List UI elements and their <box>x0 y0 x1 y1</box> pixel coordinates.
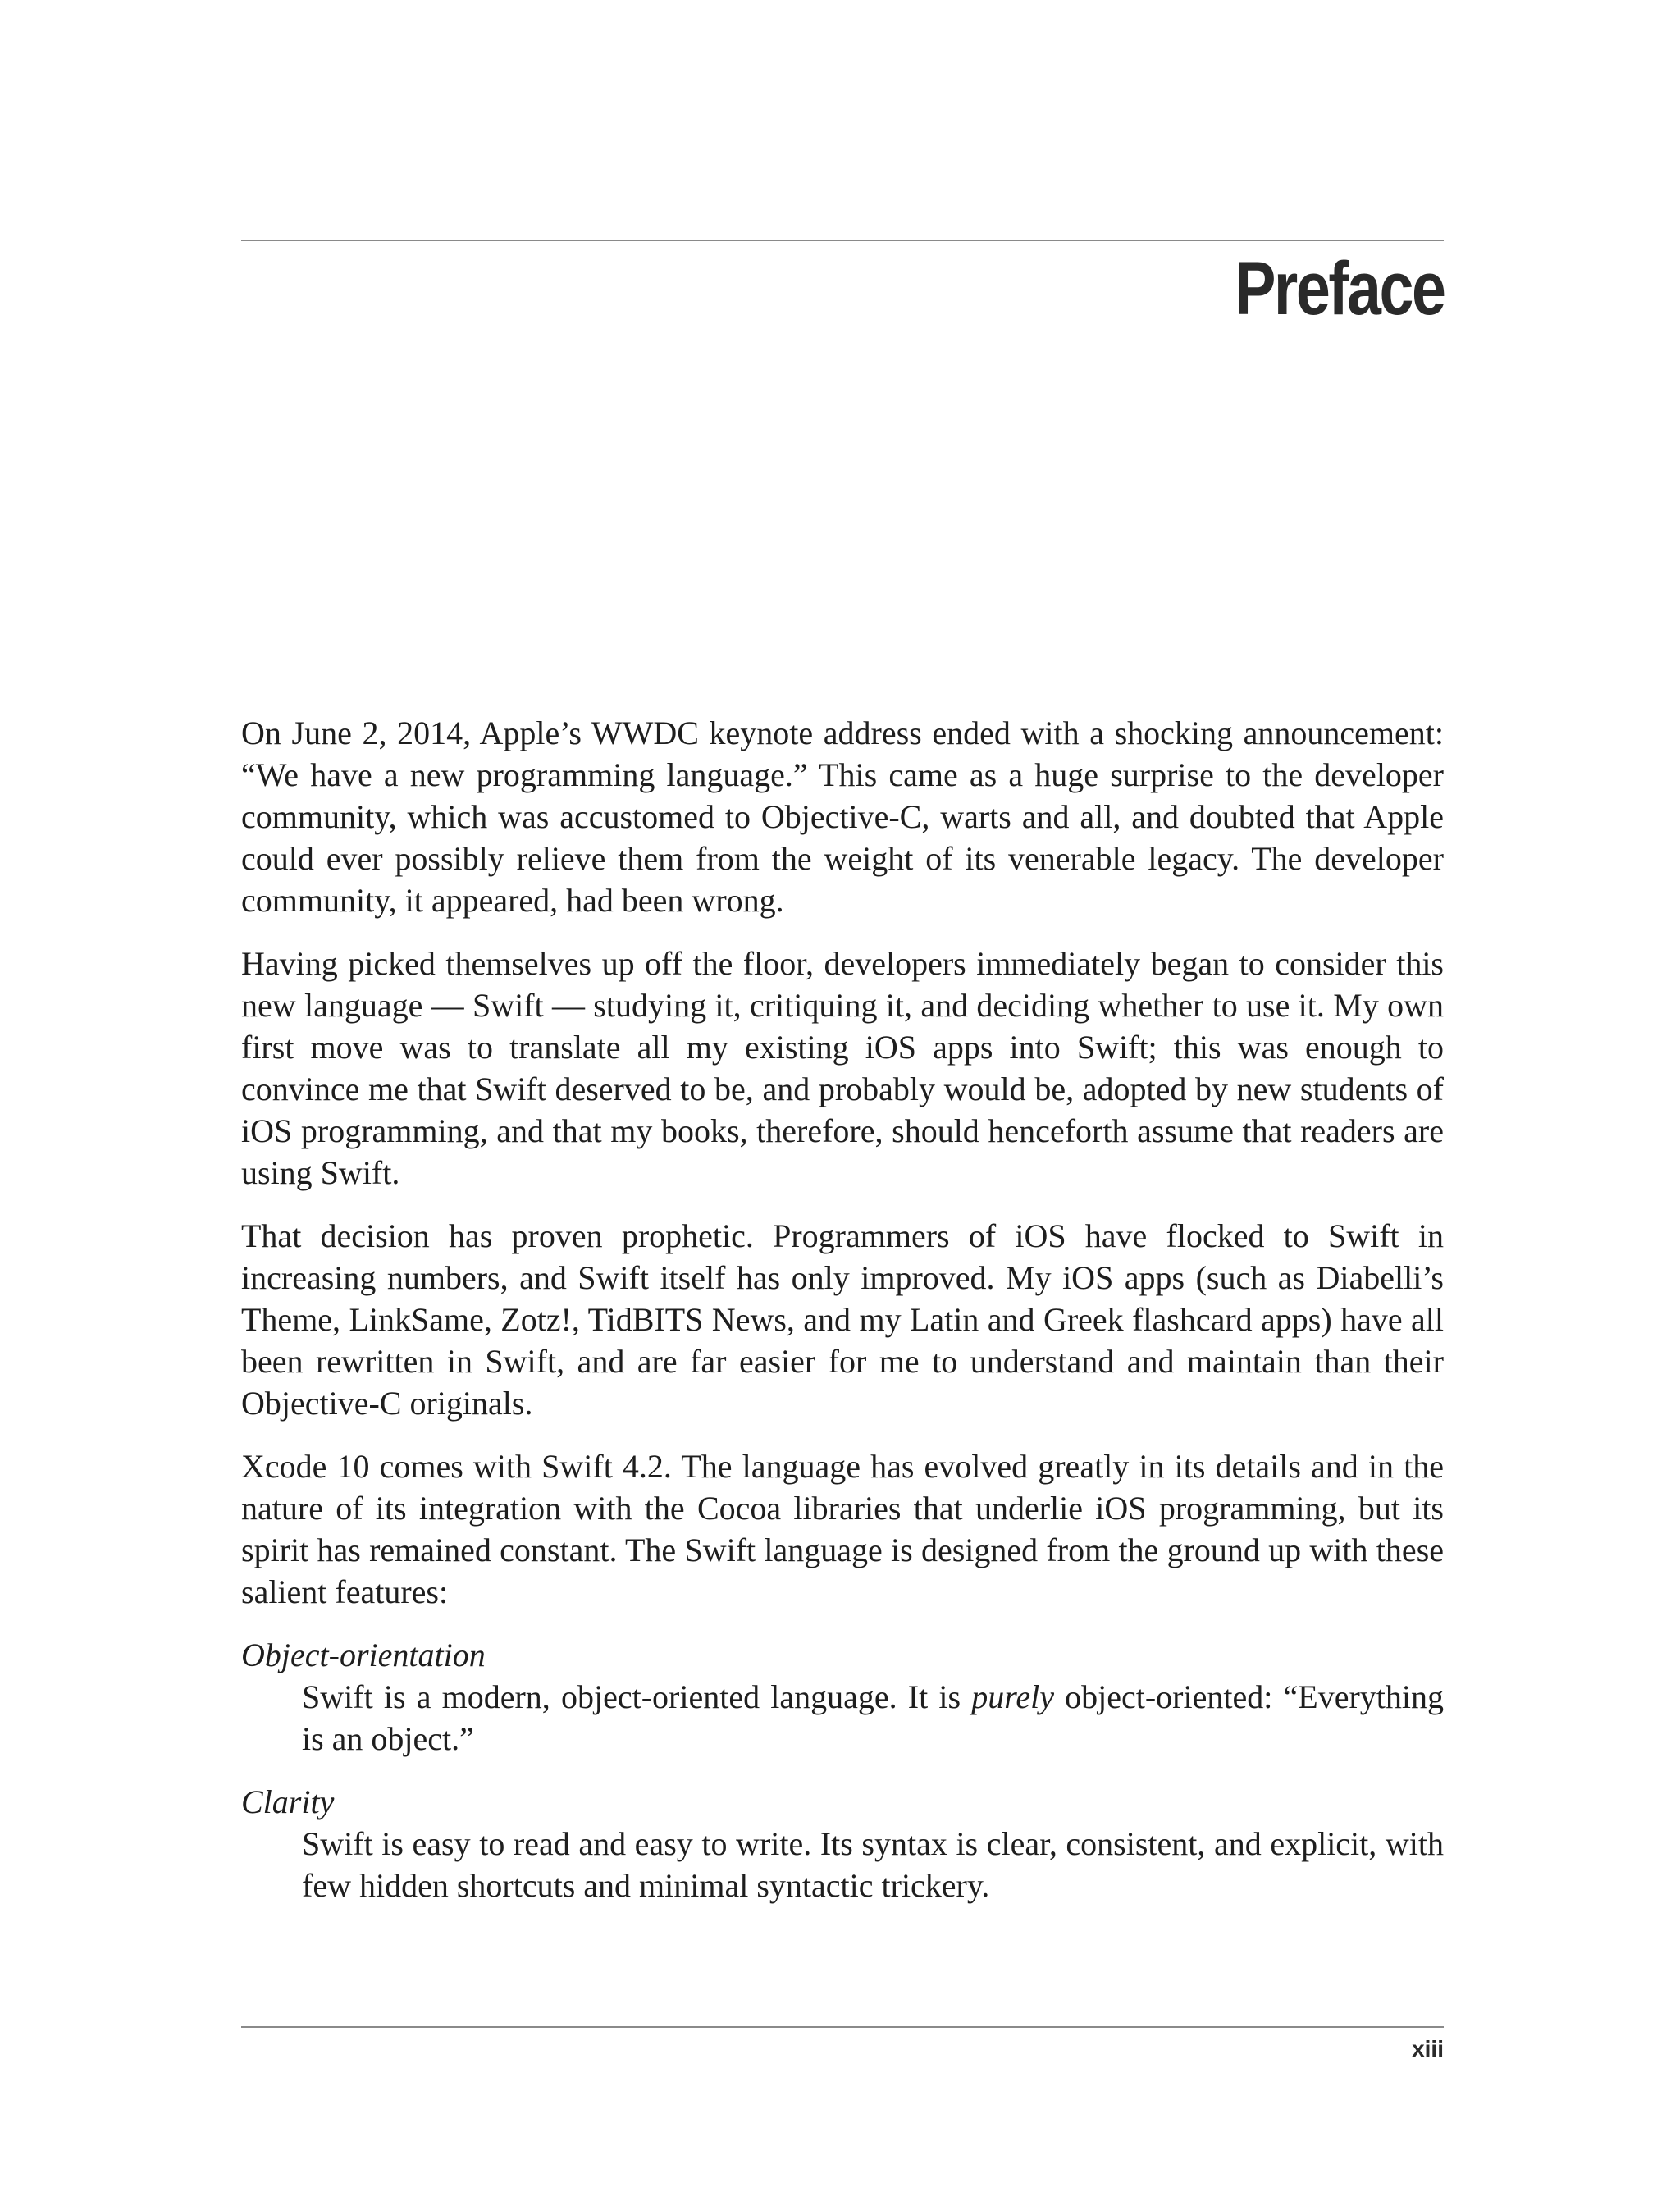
feature-description <box>302 1676 1444 1760</box>
feature-list <box>241 1634 1444 1906</box>
paragraph: Xcode 10 comes with Swift 4.2. The language has evolved greatly in its details and in the nature of its integration with the Cocoa libraries that underlie iOS programming, but its spirit has remained constant. The Swift language is designed from the ground up with these salient features: <box>241 1448 1444 1610</box>
page-number: xiii <box>1412 2036 1444 2061</box>
paragraph: On June 2, 2014, Apple’s WWDC keynote address ended with a shocking announcement: “We have a new programming language.” This came as a huge surprise to the developer community, which was accustomed to Objective-C, warts and all, and doubted that Apple could ever possibly relieve them from the weight of its venerable legacy. The developer community, it appeared, had been wrong. <box>241 714 1444 919</box>
feature-description-text: object-oriented: “Everything is an object.” <box>302 1678 1444 1757</box>
feature-description <box>302 1823 1444 1906</box>
paragraph: That decision has proven prophetic. Programmers of iOS have flocked to Swift in increasing numbers, and Swift itself has only improved. My iOS apps (such as Diabelli’s Theme, LinkSame, Zotz!, TidBITS News, and my Latin and Greek flashcard apps) have all been rewritten in Swift, and are far easier for me to understand and maintain than their Objective-C originals. <box>241 1217 1444 1422</box>
paragraph: Having picked themselves up off the floor, developers immediately began to consider this new language — Swift — studying it, critiquing it, and deciding whether to use it. My own first move was to translate all my existing iOS apps into Swift; this was enough to convince me that Swift deserved to be, and probably would be, adopted by new students of iOS programming, and that my books, therefore, should henceforth assume that readers are using Swift. <box>241 945 1444 1191</box>
bottom-rule <box>241 2026 1444 2028</box>
feature-description-text: Swift is easy to read and easy to write. Its syntax is clear, consistent, and explicit, with few hidden shortcuts and minimal syntactic trickery. <box>302 1825 1444 1904</box>
chapter-title: Preface <box>1234 247 1444 331</box>
feature-description-emphasis: purely <box>971 1678 1054 1715</box>
feature-term: Clarity <box>241 1783 335 1820</box>
feature-description-text: Swift is a modern, object-oriented language. It is <box>302 1678 972 1715</box>
feature-term: Object-orientation <box>241 1637 486 1673</box>
body-text <box>241 712 1444 1928</box>
